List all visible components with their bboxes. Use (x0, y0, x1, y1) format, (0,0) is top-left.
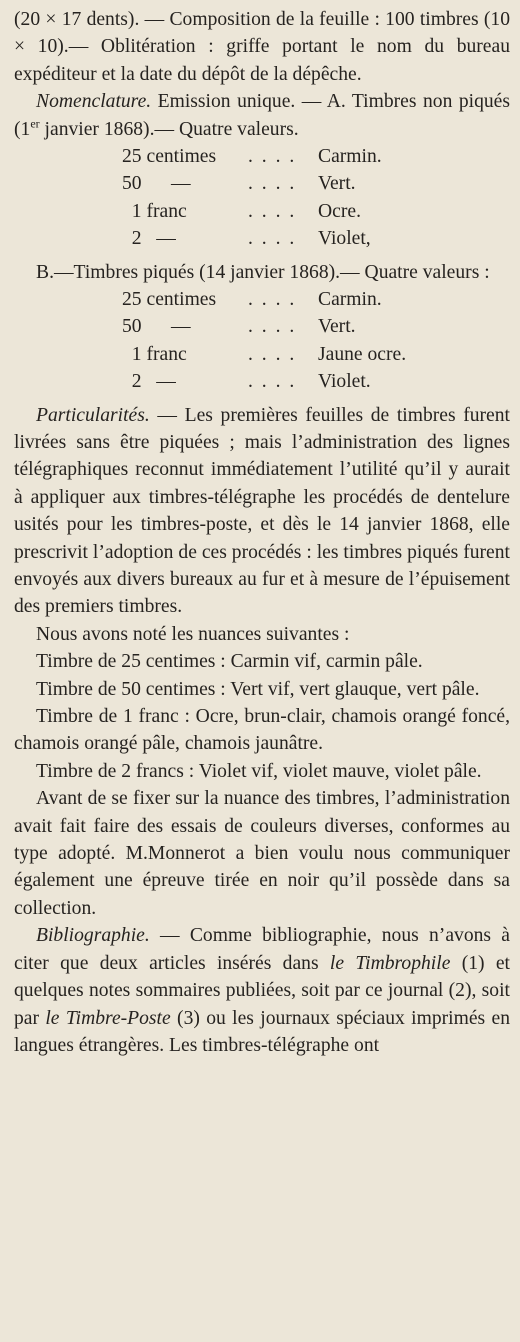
denomination: 1 franc (122, 343, 187, 365)
journal-timbre-poste: le Timbre-Poste (45, 1007, 171, 1029)
value-row (14, 341, 510, 368)
label-nomenclature: Nomenclature. (36, 91, 152, 113)
value-row (14, 225, 510, 252)
leader-dots: . . . . (248, 289, 297, 310)
value-row (14, 286, 510, 313)
stamp-color: Carmin. (318, 289, 382, 310)
paragraph-essais: Avant de se fixer sur la nuance des timbres, l’administration avait fait faire des essais de couleurs diverses, conformes au type adopté. M.Monnerot a bien voulu nous communiquer également une épreuve tirée en noir qu’il possède dans sa collection. (14, 788, 510, 919)
paragraph-nuances-intro: Nous avons noté les nuances suivantes : (36, 623, 350, 645)
denomination: 2 — (122, 228, 176, 250)
nomenclature-text: Emission unique. — A. Timbres non piqués (1 (14, 91, 510, 140)
nomenclature-superscript: er (30, 116, 40, 131)
stamp-color: Carmin. (318, 146, 382, 168)
denomination: 50 — (122, 316, 191, 338)
paragraph-section-b: B.—Timbres piqués (14 janvier 1868).— Quatre valeurs : (36, 261, 490, 283)
value-row (14, 368, 510, 395)
paragraph-nuance-1f: Timbre de 1 franc : Ocre, brun-clair, chamois orangé foncé, chamois orangé pâle, chamois jaunâtre. (14, 706, 510, 755)
paragraph-bibliographie (14, 922, 510, 1059)
leader-dots: . . . . (248, 200, 297, 222)
stamp-color: Ocre. (318, 200, 361, 222)
paragraph-nuance-2f: Timbre de 2 francs : Violet vif, violet mauve, violet pâle. (36, 760, 482, 782)
leader-dots: . . . . (248, 228, 297, 250)
value-list-a (14, 143, 510, 253)
bibliographie-text-a: — Comme bibliographie, nous n’avons à citer que deux articles insérés dans (14, 925, 510, 974)
value-list-b (14, 286, 510, 396)
value-row (14, 313, 510, 340)
bibliographie-text-c: (1) et quelques notes sommaires publiées, soit par ce journal (2), soit par (14, 952, 510, 1029)
value-row (14, 198, 510, 225)
paragraph-nuance-25c: Timbre de 25 centimes : Carmin vif, carmin pâle. (36, 651, 423, 673)
leader-dots: . . . . (248, 316, 297, 338)
denomination: 50 — (122, 173, 191, 195)
leader-dots: . . . . (248, 146, 297, 168)
denomination: 2 — (122, 371, 176, 393)
stamp-color: Vert. (318, 316, 356, 338)
paragraph-composition: (20 × 17 dents). — Composition de la feuille : 100 timbres (10 × 10).— Oblitération : griffe portant le nom du bureau expéditeur et la date du dépôt de la dépêche. (14, 9, 510, 85)
value-row (14, 170, 510, 197)
nomenclature-text-end: janvier 1868).— Quatre valeurs. (39, 118, 299, 140)
value-row (14, 143, 510, 170)
journal-timbrophile: le Timbrophile (329, 952, 451, 974)
denomination: 25 centimes (122, 289, 217, 310)
denomination: 25 centimes (122, 146, 217, 168)
denomination: 1 franc (122, 200, 187, 222)
stamp-color: Jaune ocre. (318, 343, 407, 365)
leader-dots: . . . . (248, 343, 297, 365)
paragraph-particularites (14, 402, 510, 621)
label-particularites: Particularités. (36, 404, 150, 426)
stamp-color: Violet. (318, 371, 371, 393)
paragraph-nomenclature (14, 88, 510, 143)
stamp-color: Violet, (318, 228, 371, 250)
label-bibliographie: Bibliographie. (36, 925, 150, 947)
leader-dots: . . . . (248, 173, 297, 195)
particularites-text: — Les premières feuilles de timbres furent livrées sans être piquées ; mais l’administration des lignes télégraphiques reconnut immédiatement l’utilité qu’il y aurait à appliquer aux timbres-télégraphe les procédés de dentelure usités pour les timbres-poste, et dès le 14 janvier 1868, elle prescrivit l’adoption de ces procédés : les timbres piqués furent envoyés aux divers bureaux au fur et à mesure de l’épuisement des premiers timbres. (14, 404, 510, 618)
bibliographie-text-e: (3) ou les journaux spéciaux imprimés en langues étrangères. Les timbres-télégraphe ont (14, 1007, 510, 1056)
paragraph-nuance-50c: Timbre de 50 centimes : Vert vif, vert glauque, vert pâle. (36, 678, 480, 700)
stamp-color: Vert. (318, 173, 356, 195)
leader-dots: . . . . (248, 371, 297, 393)
